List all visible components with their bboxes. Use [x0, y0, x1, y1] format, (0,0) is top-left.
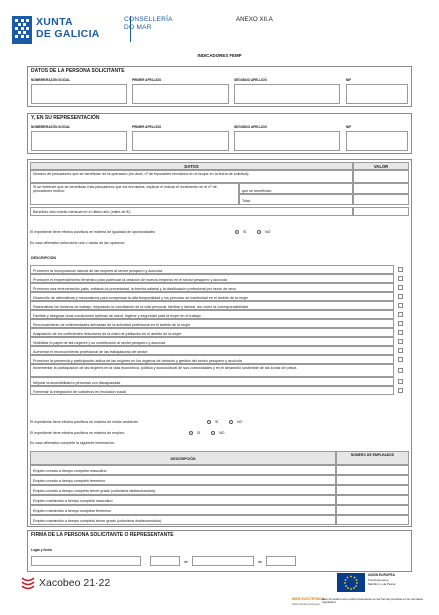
department-line2: DO MAR [124, 24, 152, 31]
pescadores-value-field[interactable] [353, 170, 409, 183]
empleo-count-field[interactable] [336, 505, 409, 515]
igualdad-option-row [30, 274, 394, 283]
datos-header: DATOS [30, 162, 353, 170]
igualdad-option-row [30, 265, 394, 274]
caso-afirmativo-text: En caso afirmativo seleccione una o varias de las opciones: [30, 241, 126, 245]
igualdad-option-checkbox[interactable] [398, 388, 403, 393]
lugar-comma: , [145, 561, 146, 565]
igualdad-option-checkbox[interactable] [398, 294, 403, 299]
igualdad-option-checkbox[interactable] [398, 267, 403, 272]
day-field[interactable] [150, 556, 180, 566]
department-line1: CONSELLERÍA [124, 16, 173, 23]
igualdad-no-label: NO [265, 230, 271, 234]
igualdad-option-label: Visibilizar el papel de las mujeres y su contribución al sector pesquero y acuícola [33, 340, 166, 345]
representacion-nif-field[interactable] [346, 131, 408, 151]
brand-line2: DE GALICIA [36, 28, 100, 40]
igualdad-option-row [30, 346, 394, 355]
igualdad-option-label: Promover el emprendimiento femenino para potenciar la creación de nuevos empleos en el sector pesquero y acuícola [33, 277, 228, 282]
igualdad-option-label: Promover la incorporación laboral de las mujeres al sector pesquero y acuícola [33, 268, 163, 273]
igualdad-option-row [30, 386, 394, 395]
igualdad-option-checkbox[interactable] [398, 321, 403, 326]
xacobeo-logo: Xacobeo 21·22 [39, 577, 111, 589]
representacion-section [27, 113, 412, 154]
xunta-logo [12, 14, 132, 50]
igualdad-si-radio[interactable] [235, 230, 239, 234]
empleo-count-field[interactable] [336, 485, 409, 495]
solicitante-nif-label: NIF [346, 78, 352, 82]
empleo-no-label: NO [219, 431, 225, 435]
igualdad-option-row [30, 283, 394, 292]
total-label: Total: [242, 199, 251, 203]
representacion-nif-label: NIF [346, 125, 352, 129]
sede-note: Este formulario solo podrá presentarse en las formas previstas en la normativa reguladora [322, 597, 423, 605]
igualdad-option-label: Aumentar el reconocimiento profesional de las trabajadoras del sector [33, 349, 148, 354]
ambiente-si-label: SÍ [215, 420, 219, 424]
empleo-label: Empleo mantenido a tiempo completo tercer grado (colectivos desfavorecidos) [33, 519, 162, 523]
igualdad-option-label: Racionalizar los horarios de trabajo, mejorando la conciliación de la vida personal, familiar y laboral, así como la corresponsabilidad [33, 304, 249, 309]
pescadores-label: Número de pescadores que se benefician de la operación (es decir, nº de tripulantes enrolados en el buque en la fecha de solicitud): [33, 172, 250, 176]
representacion-name-field[interactable] [31, 131, 127, 151]
eu-line2: Fondo Europeo [368, 578, 389, 582]
representacion-ap2-label: SEGUNDO APELLIDO [234, 125, 267, 129]
total-value-field[interactable] [353, 194, 409, 205]
empleo-row [30, 485, 336, 495]
empleo-num-header: NÚMERO DE EMPLEADOS [336, 451, 409, 465]
solicitante-ap2-label: SEGUNDO APELLIDO [234, 78, 267, 82]
brand-line1: XUNTA [36, 16, 73, 28]
ambiente-question: El expediente tiene efectos positivos en materia de medio ambiente: [30, 420, 139, 424]
month-field[interactable] [192, 556, 254, 566]
empleo-label: Empleo mantenido a tiempo completo masculino [33, 499, 113, 503]
empleo-no-radio[interactable] [211, 431, 215, 435]
options-desc-header: DESCRIPCIÓN [31, 256, 56, 260]
igualdad-option-row [30, 292, 394, 301]
empleo-row [30, 495, 336, 505]
igualdad-option-row [30, 337, 394, 346]
solicitante-section [27, 66, 412, 107]
representacion-title: Y, EN SU REPRESENTACIÓN [31, 115, 100, 121]
xunta-emblem-icon [12, 16, 32, 44]
firma-section [27, 530, 412, 572]
empleo-question: El expediente tiene efectos positivos en materia de empleo: [30, 431, 125, 435]
empleo-si-radio[interactable] [189, 431, 193, 435]
empleo-count-field[interactable] [336, 495, 409, 505]
igualdad-option-row [30, 328, 394, 337]
igualdad-option-row [30, 310, 394, 319]
igualdad-option-checkbox[interactable] [398, 285, 403, 290]
igualdad-option-label: Promover la presencia y participación activa de las mujeres en los órganos de decisión y gestión del sector pesquero y acuícola [33, 358, 242, 363]
igualdad-question: El expediente tiene efectos positivos en materia de igualdad de oportunidades: [30, 230, 156, 234]
representacion-ap1-field[interactable] [132, 131, 229, 151]
beneficio-label: Beneficio neto medio mensual en el último año (miles de €): [33, 210, 131, 214]
eu-line1: UNIÓN EUROPEA [368, 573, 395, 577]
empleo-count-field[interactable] [336, 515, 409, 525]
solicitante-ap1-label: PRIMER APELLIDO [132, 78, 162, 82]
igualdad-option-checkbox[interactable] [398, 276, 403, 281]
solicitante-ap2-field[interactable] [234, 84, 340, 104]
de-2: de [258, 560, 262, 564]
empleo-row [30, 475, 336, 485]
empleo-label: Empleo creado a tiempo completo femenino [33, 479, 106, 483]
igualdad-option-label: Promover una remuneración justa, evitando la precariedad, la brecha salarial y la clasificación profesional por razón de sexo [33, 286, 237, 291]
incremento-label: que se benefician: [242, 189, 272, 193]
igualdad-option-label: Mejorar la accesibilidad a personas con discapacidad [33, 380, 121, 385]
empleo-row [30, 465, 336, 475]
empleo-label: Empleo creado a tiempo completo masculino [33, 469, 107, 473]
valor-header: VALOR [353, 162, 409, 170]
igualdad-option-row [30, 364, 394, 377]
representacion-ap1-label: PRIMER APELLIDO [132, 125, 162, 129]
empleo-label: Empleo creado a tiempo completo tercer grado (colectivos desfavorecidos) [33, 489, 156, 493]
igualdad-si-label: SÍ [243, 230, 247, 234]
ambiente-no-radio[interactable] [229, 420, 233, 424]
igualdad-option-checkbox[interactable] [398, 303, 403, 308]
empleo-count-field[interactable] [336, 465, 409, 475]
solicitante-name-field[interactable] [31, 84, 127, 104]
xacobeo-icon [20, 576, 36, 590]
empleo-row [30, 515, 336, 525]
representacion-name-label: NOMBRE/RAZÓN SOCIAL [31, 125, 71, 129]
ambiente-no-label: NO [237, 420, 243, 424]
solicitante-name-label: NOMBRE/RAZÓN SOCIAL [31, 78, 71, 82]
incremento-value-field[interactable] [353, 183, 409, 194]
igualdad-option-checkbox[interactable] [398, 348, 403, 353]
igualdad-option-row [30, 377, 394, 386]
solicitante-ap1-field[interactable] [132, 84, 229, 104]
annex-code: ANEXO XII.A [236, 16, 273, 23]
igualdad-option-label: Incrementar la participación de las mujeres en la vida económica, política y sociocultural de sus comunidades y en el desarrollo sostenible de las zonas de pesca [33, 366, 297, 370]
igualdad-option-label: Adaptación de los coeficientes reductores de la edad de jubilación en el ámbito de la mujer [33, 331, 182, 336]
lugar-fecha-label: Lugar y fecha [31, 548, 52, 552]
firma-title: FIRMA DE LA PERSONA SOLICITANTE O REPRESENTANTE [31, 532, 174, 538]
representacion-ap2-field[interactable] [234, 131, 340, 151]
empleo-row [30, 505, 336, 515]
empleo-si-label: SÍ [197, 431, 201, 435]
igualdad-option-label: Reconocimiento de enfermedades derivadas de la actividad profesional en el ámbito de la mujer [33, 322, 191, 327]
de-1: de [184, 560, 188, 564]
igualdad-option-label: Fomentar la integración de colectivos en exclusión social [33, 389, 127, 394]
empleo-desc-header: DESCRIPCIÓN [30, 451, 336, 465]
lugar-field[interactable] [31, 556, 141, 566]
incremento-row [239, 183, 353, 194]
igualdad-option-row [30, 319, 394, 328]
ambiente-si-radio[interactable] [207, 420, 211, 424]
igualdad-option-row [30, 301, 394, 310]
igualdad-option-row [30, 355, 394, 364]
igualdad-no-radio[interactable] [257, 230, 261, 234]
igualdad-option-checkbox[interactable] [398, 312, 403, 317]
empleo-label: Empleo mantenido a tiempo completo femenino [33, 509, 112, 513]
beneficio-value-field[interactable] [353, 207, 409, 216]
solicitante-title: DATOS DE LA PERSONA SOLICITANTE [31, 68, 125, 74]
igualdad-option-checkbox[interactable] [398, 330, 403, 335]
eu-line3: Marítimo y de Pesca [368, 582, 396, 586]
igualdad-option-checkbox[interactable] [398, 339, 403, 344]
explicacion-label: Si se entiende que se benefician más pescadores que los enrolados, explicar el indicar el incremento en el nº de pescadores motivo: [33, 185, 217, 194]
igualdad-option-label: Desarrollo de alternativas y mecanismos para compensar la alta temporalidad y los períodos de inactividad en el ámbito de la mujer [33, 295, 249, 300]
igualdad-option-checkbox[interactable] [398, 357, 403, 362]
sede-label: SEDE ELECTRÓNICA [292, 597, 325, 601]
solicitante-nif-field[interactable] [346, 84, 408, 104]
sede-url: https://sede.xunta.gal [292, 602, 320, 606]
eu-flag-icon [337, 573, 365, 592]
empleo-count-field[interactable] [336, 475, 409, 485]
page-subtitle: INDICADORES FEMP [197, 53, 242, 58]
caso-empleo-text: En caso afirmativo complete la siguiente información: [30, 441, 115, 445]
explicacion-row [30, 183, 239, 205]
pescadores-row [30, 170, 353, 183]
igualdad-option-label: Facilitar y asegurar unas condiciones óptimas de salud, higiene y seguridad para la mujer en el trabajo [33, 313, 201, 318]
year-field[interactable] [266, 556, 296, 566]
total-row [239, 194, 353, 205]
igualdad-option-checkbox[interactable] [398, 368, 403, 373]
igualdad-option-checkbox[interactable] [398, 379, 403, 384]
beneficio-row [30, 207, 353, 216]
